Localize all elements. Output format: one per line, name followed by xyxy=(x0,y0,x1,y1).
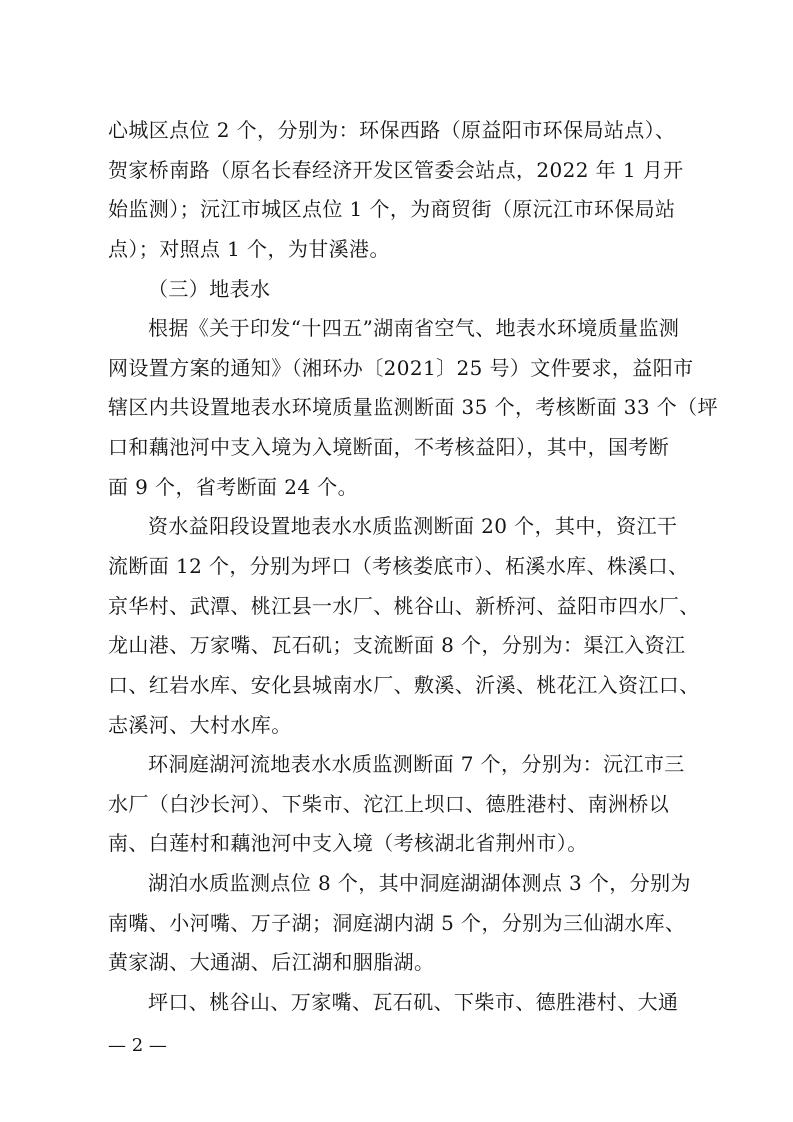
text-line: 龙山港、万家嘴、瓦石矶；支流断面 8 个，分别为：渠江入资江 xyxy=(108,633,686,657)
text-line: 点）；对照点 1 个，为甘溪港。 xyxy=(108,237,390,261)
text-line: 始监测）；沅江市城区点位 1 个，为商贸街（原沅江市环保局站 xyxy=(108,197,676,221)
text-line: 坪口、桃谷山、万家嘴、瓦石矶、下柴市、德胜港村、大通 xyxy=(148,990,679,1014)
text-line: 黄家湖、大通湖、后江湖和胭脂湖。 xyxy=(108,950,435,974)
text-line: 口和藕池河中支入境为入境断面，不考核益阳），其中，国考断 xyxy=(108,435,670,459)
text-line: 南、白莲村和藕池河中支入境（考核湖北省荆州市）。 xyxy=(108,831,588,855)
text-line: 湖泊水质监测点位 8 个，其中洞庭湖湖体测点 3 个，分别为 xyxy=(148,871,691,895)
page-number: — 2 — xyxy=(108,1035,167,1056)
text-line: 贺家桥南路（原名长春经济开发区管委会站点，2022 年 1 月开 xyxy=(108,158,684,182)
text-line: 南嘴、小河嘴、万子湖；洞庭湖内湖 5 个，分别为三仙湖水库、 xyxy=(108,911,686,935)
text-line: 心城区点位 2 个，分别为：环保西路（原益阳市环保局站点）、 xyxy=(108,118,676,142)
text-line: 辖区内共设置地表水环境质量监测断面 35 个，考核断面 33 个（坪 xyxy=(108,395,718,419)
text-line: 资水益阳段设置地表水水质监测断面 20 个，其中，资江干 xyxy=(148,514,678,538)
section-heading: （三）地表水 xyxy=(148,277,271,301)
text-line: 根据《关于印发“十四五”湖南省空气、地表水环境质量监测 xyxy=(148,316,680,340)
text-line: 口、红岩水库、安化县城南水厂、敷溪、沂溪、桃花江入资江口、 xyxy=(108,673,700,697)
text-line: 京华村、武潭、桃江县一水厂、桃谷山、新桥河、益阳市四水厂、 xyxy=(108,594,700,618)
text-line: 志溪河、大村水库。 xyxy=(108,713,292,737)
text-line: 水厂（白沙长河）、下柴市、沱江上坝口、德胜港村、南洲桥以 xyxy=(108,792,670,816)
text-line: 面 9 个，省考断面 24 个。 xyxy=(108,475,359,499)
text-line: 环洞庭湖河流地表水水质监测断面 7 个，分别为：沅江市三 xyxy=(148,752,685,776)
text-line: 网设置方案的通知》（湘环办〔2021〕25 号）文件要求，益阳市 xyxy=(108,356,694,380)
text-line: 流断面 12 个，分别为坪口（考核娄底市）、柘溪水库、株溪口、 xyxy=(108,554,689,578)
